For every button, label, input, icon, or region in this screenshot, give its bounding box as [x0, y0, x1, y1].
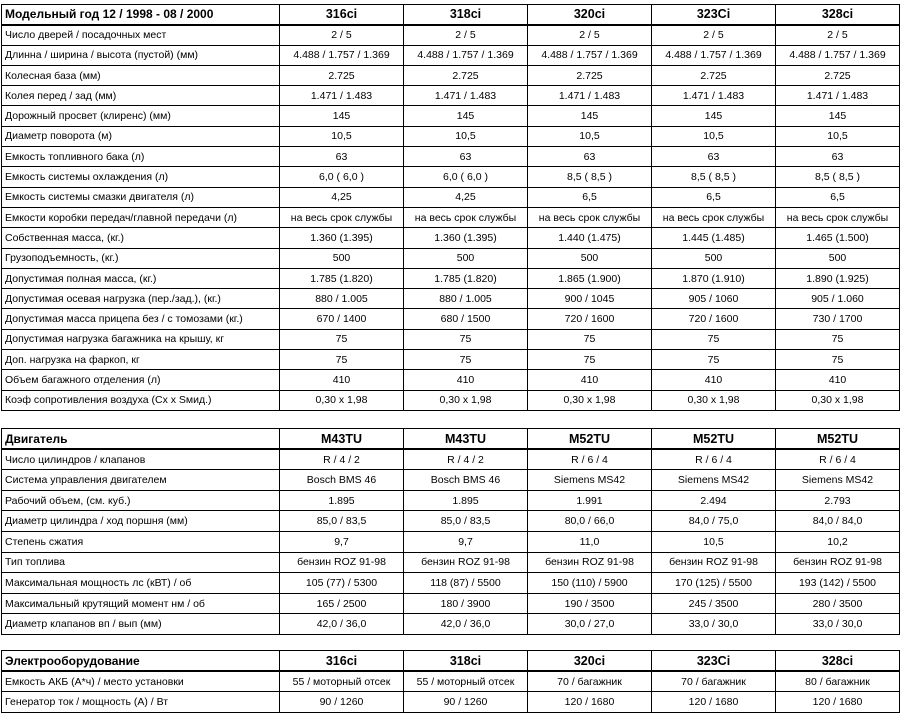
- row-value: бензин ROZ 91-98: [280, 552, 404, 573]
- row-label: Емкость топливного бака (л): [2, 147, 280, 167]
- row-value: 10,5: [404, 126, 528, 146]
- row-label: Диаметр клапанов вп / вып (мм): [2, 614, 280, 635]
- row-label: Число цилиндров / клапанов: [2, 449, 280, 470]
- row-value: 90 / 1260: [404, 692, 528, 713]
- engine-table: [1, 428, 900, 635]
- row-value: бензин ROZ 91-98: [404, 552, 528, 573]
- row-label: Число дверей / посадочных мест: [2, 25, 280, 45]
- table-row: [2, 390, 900, 410]
- row-value: 10,5: [652, 126, 776, 146]
- table-row: [2, 167, 900, 187]
- row-value: 880 / 1.005: [280, 289, 404, 309]
- row-value: 2.725: [404, 65, 528, 85]
- row-value: 33,0 / 30,0: [776, 614, 900, 635]
- row-value: 6,0 ( 6,0 ): [280, 167, 404, 187]
- row-value: 0,30 х 1,98: [280, 390, 404, 410]
- electrical-column-header: 316ci: [280, 651, 404, 672]
- row-value: 75: [280, 350, 404, 370]
- table-row: [2, 45, 900, 65]
- row-value: 30,0 / 27,0: [528, 614, 652, 635]
- row-value: 120 / 1680: [652, 692, 776, 713]
- row-value: на весь срок службы: [776, 207, 900, 227]
- row-label: Допустимая масса прицепа без / с томозами (кг.): [2, 309, 280, 329]
- row-value: 9,7: [280, 531, 404, 552]
- row-value: 84,0 / 84,0: [776, 511, 900, 532]
- row-value: 0,30 х 1,98: [404, 390, 528, 410]
- row-value: 42,0 / 36,0: [280, 614, 404, 635]
- row-value: 720 / 1600: [528, 309, 652, 329]
- row-value: 63: [776, 147, 900, 167]
- table-row: [2, 268, 900, 288]
- engine-column-header: M43TU: [280, 429, 404, 450]
- electrical-table-body: [2, 651, 900, 713]
- row-value: 90 / 1260: [280, 692, 404, 713]
- row-label: Емкость АКБ (А*ч) / место установки: [2, 671, 280, 692]
- table-row: [2, 309, 900, 329]
- row-value: 2.725: [280, 65, 404, 85]
- row-value: Siemens MS42: [528, 470, 652, 491]
- row-value: 1.895: [280, 490, 404, 511]
- table-row: [2, 552, 900, 573]
- table-row: [2, 573, 900, 594]
- row-value: 70 / багажник: [528, 671, 652, 692]
- row-value: R / 4 / 2: [404, 449, 528, 470]
- row-label: Грузоподъемность, (кг.): [2, 248, 280, 268]
- row-value: 145: [776, 106, 900, 126]
- engine-section-title: Двигатель: [2, 429, 280, 450]
- table-row: [2, 106, 900, 126]
- table-row: [2, 248, 900, 268]
- electrical-column-header: 320ci: [528, 651, 652, 672]
- row-value: 2 / 5: [776, 25, 900, 45]
- row-value: на весь срок службы: [280, 207, 404, 227]
- row-value: 180 / 3900: [404, 593, 528, 614]
- row-value: 42,0 / 36,0: [404, 614, 528, 635]
- row-value: 55 / моторный отсек: [404, 671, 528, 692]
- row-label: Объем багажного отделения (л): [2, 370, 280, 390]
- row-value: 1.471 / 1.483: [776, 86, 900, 106]
- table-row: [2, 449, 900, 470]
- row-value: бензин ROZ 91-98: [652, 552, 776, 573]
- row-value: 1.360 (1.395): [280, 228, 404, 248]
- row-value: бензин ROZ 91-98: [776, 552, 900, 573]
- row-label: Емкость системы охлаждения (л): [2, 167, 280, 187]
- row-value: 120 / 1680: [776, 692, 900, 713]
- row-value: 4.488 / 1.757 / 1.369: [776, 45, 900, 65]
- table-row: [2, 511, 900, 532]
- row-label: Рабочий объем, (см. куб.): [2, 490, 280, 511]
- row-value: 8,5 ( 8,5 ): [652, 167, 776, 187]
- specs-column-header: 318ci: [404, 5, 528, 25]
- table-row: [2, 187, 900, 207]
- row-value: 410: [652, 370, 776, 390]
- row-value: 170 (125) / 5500: [652, 573, 776, 594]
- row-value: 75: [404, 350, 528, 370]
- row-label: Генератор ток / мощность (А) / Вт: [2, 692, 280, 713]
- row-value: 410: [776, 370, 900, 390]
- row-value: 905 / 1060: [652, 289, 776, 309]
- row-value: 118 (87) / 5500: [404, 573, 528, 594]
- row-value: 63: [528, 147, 652, 167]
- row-value: 6,5: [528, 187, 652, 207]
- row-value: 75: [528, 329, 652, 349]
- row-value: 2.494: [652, 490, 776, 511]
- row-value: 33,0 / 30,0: [652, 614, 776, 635]
- row-value: 145: [528, 106, 652, 126]
- row-label: Максимальная мощность лс (кВТ) / об: [2, 573, 280, 594]
- table-row: [2, 228, 900, 248]
- row-value: 245 / 3500: [652, 593, 776, 614]
- row-label: Собственная масса, (кг.): [2, 228, 280, 248]
- row-value: 4.488 / 1.757 / 1.369: [528, 45, 652, 65]
- table-row: [2, 531, 900, 552]
- row-value: 410: [280, 370, 404, 390]
- table-row: [2, 692, 900, 713]
- row-value: R / 4 / 2: [280, 449, 404, 470]
- row-value: 8,5 ( 8,5 ): [528, 167, 652, 187]
- row-label: Допустимая нагрузка багажника на крышу, кг: [2, 329, 280, 349]
- row-label: Коэф сопротивления воздуха (Сх х Sмид.): [2, 390, 280, 410]
- row-label: Диаметр поворота (м): [2, 126, 280, 146]
- table-row: [2, 289, 900, 309]
- row-value: 190 / 3500: [528, 593, 652, 614]
- row-value: 1.445 (1.485): [652, 228, 776, 248]
- row-value: 1.471 / 1.483: [652, 86, 776, 106]
- row-value: 905 / 1.060: [776, 289, 900, 309]
- row-value: 85,0 / 83,5: [280, 511, 404, 532]
- row-value: 1.471 / 1.483: [280, 86, 404, 106]
- row-value: Bosch BMS 46: [404, 470, 528, 491]
- table-row: [2, 65, 900, 85]
- row-value: 9,7: [404, 531, 528, 552]
- row-value: 75: [776, 329, 900, 349]
- row-value: 2 / 5: [528, 25, 652, 45]
- row-value: 85,0 / 83,5: [404, 511, 528, 532]
- row-value: 63: [280, 147, 404, 167]
- table-row: [2, 614, 900, 635]
- row-value: 8,5 ( 8,5 ): [776, 167, 900, 187]
- row-value: 75: [652, 329, 776, 349]
- row-value: 193 (142) / 5500: [776, 573, 900, 594]
- specs-header-row: [2, 5, 900, 25]
- table-row: [2, 490, 900, 511]
- row-value: 55 / моторный отсек: [280, 671, 404, 692]
- row-value: 2 / 5: [652, 25, 776, 45]
- row-value: 4,25: [280, 187, 404, 207]
- row-value: 500: [280, 248, 404, 268]
- row-value: 1.865 (1.900): [528, 268, 652, 288]
- row-value: Siemens MS42: [776, 470, 900, 491]
- row-value: 75: [280, 329, 404, 349]
- row-value: R / 6 / 4: [776, 449, 900, 470]
- specs-column-header: 316ci: [280, 5, 404, 25]
- row-value: 2 / 5: [404, 25, 528, 45]
- row-value: 670 / 1400: [280, 309, 404, 329]
- row-value: 80,0 / 66,0: [528, 511, 652, 532]
- row-value: 80 / багажник: [776, 671, 900, 692]
- engine-header-row: [2, 429, 900, 450]
- specifications-table: [1, 4, 900, 411]
- row-value: 10,2: [776, 531, 900, 552]
- row-value: 11,0: [528, 531, 652, 552]
- specifications-table-body: [2, 5, 900, 411]
- row-label: Допустимая полная масса, (кг.): [2, 268, 280, 288]
- row-value: 2.725: [528, 65, 652, 85]
- row-value: 1.471 / 1.483: [528, 86, 652, 106]
- table-row: [2, 86, 900, 106]
- row-value: 145: [652, 106, 776, 126]
- row-value: 1.785 (1.820): [404, 268, 528, 288]
- row-value: 84,0 / 75,0: [652, 511, 776, 532]
- row-label: Емкости коробки передач/главной передачи (л): [2, 207, 280, 227]
- row-value: 0,30 х 1,98: [652, 390, 776, 410]
- row-value: R / 6 / 4: [652, 449, 776, 470]
- row-label: Колесная база (мм): [2, 65, 280, 85]
- row-value: 10,5: [776, 126, 900, 146]
- row-value: R / 6 / 4: [528, 449, 652, 470]
- row-value: 4.488 / 1.757 / 1.369: [652, 45, 776, 65]
- row-label: Диаметр цилиндра / ход поршня (мм): [2, 511, 280, 532]
- specs-column-header: 323Ci: [652, 5, 776, 25]
- row-value: 6,0 ( 6,0 ): [404, 167, 528, 187]
- row-value: 500: [652, 248, 776, 268]
- row-label: Доп. нагрузка на фаркоп, кг: [2, 350, 280, 370]
- row-value: 1.471 / 1.483: [404, 86, 528, 106]
- table-row: [2, 147, 900, 167]
- row-label: Длинна / ширина / высота (пустой) (мм): [2, 45, 280, 65]
- row-value: на весь срок службы: [404, 207, 528, 227]
- electrical-column-header: 328ci: [776, 651, 900, 672]
- specs-column-header: 320ci: [528, 5, 652, 25]
- table-row: [2, 350, 900, 370]
- row-label: Система управления двигателем: [2, 470, 280, 491]
- row-label: Степень сжатия: [2, 531, 280, 552]
- table-row: [2, 470, 900, 491]
- row-value: Siemens MS42: [652, 470, 776, 491]
- row-value: 10,5: [280, 126, 404, 146]
- electrical-header-row: [2, 651, 900, 672]
- row-value: 730 / 1700: [776, 309, 900, 329]
- row-value: 6,5: [652, 187, 776, 207]
- row-value: 4.488 / 1.757 / 1.369: [280, 45, 404, 65]
- row-value: 105 (77) / 5300: [280, 573, 404, 594]
- row-value: 410: [404, 370, 528, 390]
- row-value: 63: [652, 147, 776, 167]
- table-row: [2, 671, 900, 692]
- row-value: 165 / 2500: [280, 593, 404, 614]
- electrical-column-header: 318ci: [404, 651, 528, 672]
- row-value: 10,5: [652, 531, 776, 552]
- row-value: 150 (110) / 5900: [528, 573, 652, 594]
- row-value: на весь срок службы: [528, 207, 652, 227]
- row-value: 120 / 1680: [528, 692, 652, 713]
- electrical-section-title: Электрооборудование: [2, 651, 280, 672]
- specs-section-title: Модельный год 12 / 1998 - 08 / 2000: [2, 5, 280, 25]
- row-value: 500: [776, 248, 900, 268]
- row-value: Bosch BMS 46: [280, 470, 404, 491]
- row-label: Допустимая осевая нагрузка (пер./зад.), (кг.): [2, 289, 280, 309]
- table-row: [2, 329, 900, 349]
- row-value: 410: [528, 370, 652, 390]
- row-value: 1.785 (1.820): [280, 268, 404, 288]
- row-value: 63: [404, 147, 528, 167]
- row-value: бензин ROZ 91-98: [528, 552, 652, 573]
- row-value: 145: [280, 106, 404, 126]
- table-row: [2, 25, 900, 45]
- engine-column-header: M43TU: [404, 429, 528, 450]
- row-label: Дорожный просвет (клиренс) (мм): [2, 106, 280, 126]
- row-value: 1.870 (1.910): [652, 268, 776, 288]
- row-label: Колея перед / зад (мм): [2, 86, 280, 106]
- row-value: 2.725: [776, 65, 900, 85]
- engine-column-header: M52TU: [528, 429, 652, 450]
- row-value: 1.895: [404, 490, 528, 511]
- row-value: 75: [776, 350, 900, 370]
- row-value: 280 / 3500: [776, 593, 900, 614]
- row-label: Емкость системы смазки двигателя (л): [2, 187, 280, 207]
- table-row: [2, 207, 900, 227]
- row-value: 500: [404, 248, 528, 268]
- specs-column-header: 328ci: [776, 5, 900, 25]
- engine-table-body: [2, 429, 900, 635]
- row-value: 6,5: [776, 187, 900, 207]
- row-value: 1.465 (1.500): [776, 228, 900, 248]
- row-label: Тип топлива: [2, 552, 280, 573]
- row-value: 4,25: [404, 187, 528, 207]
- row-value: 2.793: [776, 490, 900, 511]
- row-value: 0,30 х 1,98: [776, 390, 900, 410]
- row-value: 70 / багажник: [652, 671, 776, 692]
- row-value: 900 / 1045: [528, 289, 652, 309]
- row-value: 2 / 5: [280, 25, 404, 45]
- row-value: 75: [652, 350, 776, 370]
- row-label: Максимальный крутящий момент нм / об: [2, 593, 280, 614]
- row-value: 10,5: [528, 126, 652, 146]
- row-value: 145: [404, 106, 528, 126]
- row-value: 500: [528, 248, 652, 268]
- row-value: 1.991: [528, 490, 652, 511]
- row-value: 720 / 1600: [652, 309, 776, 329]
- row-value: 880 / 1.005: [404, 289, 528, 309]
- engine-column-header: M52TU: [652, 429, 776, 450]
- table-row: [2, 126, 900, 146]
- row-value: 1.440 (1.475): [528, 228, 652, 248]
- table-row: [2, 593, 900, 614]
- row-value: 4.488 / 1.757 / 1.369: [404, 45, 528, 65]
- row-value: 75: [404, 329, 528, 349]
- row-value: 1.890 (1.925): [776, 268, 900, 288]
- row-value: 0,30 х 1,98: [528, 390, 652, 410]
- row-value: 2.725: [652, 65, 776, 85]
- electrical-column-header: 323Ci: [652, 651, 776, 672]
- row-value: 680 / 1500: [404, 309, 528, 329]
- row-value: 1.360 (1.395): [404, 228, 528, 248]
- electrical-table: [1, 650, 900, 713]
- engine-column-header: M52TU: [776, 429, 900, 450]
- row-value: на весь срок службы: [652, 207, 776, 227]
- table-row: [2, 370, 900, 390]
- row-value: 75: [528, 350, 652, 370]
